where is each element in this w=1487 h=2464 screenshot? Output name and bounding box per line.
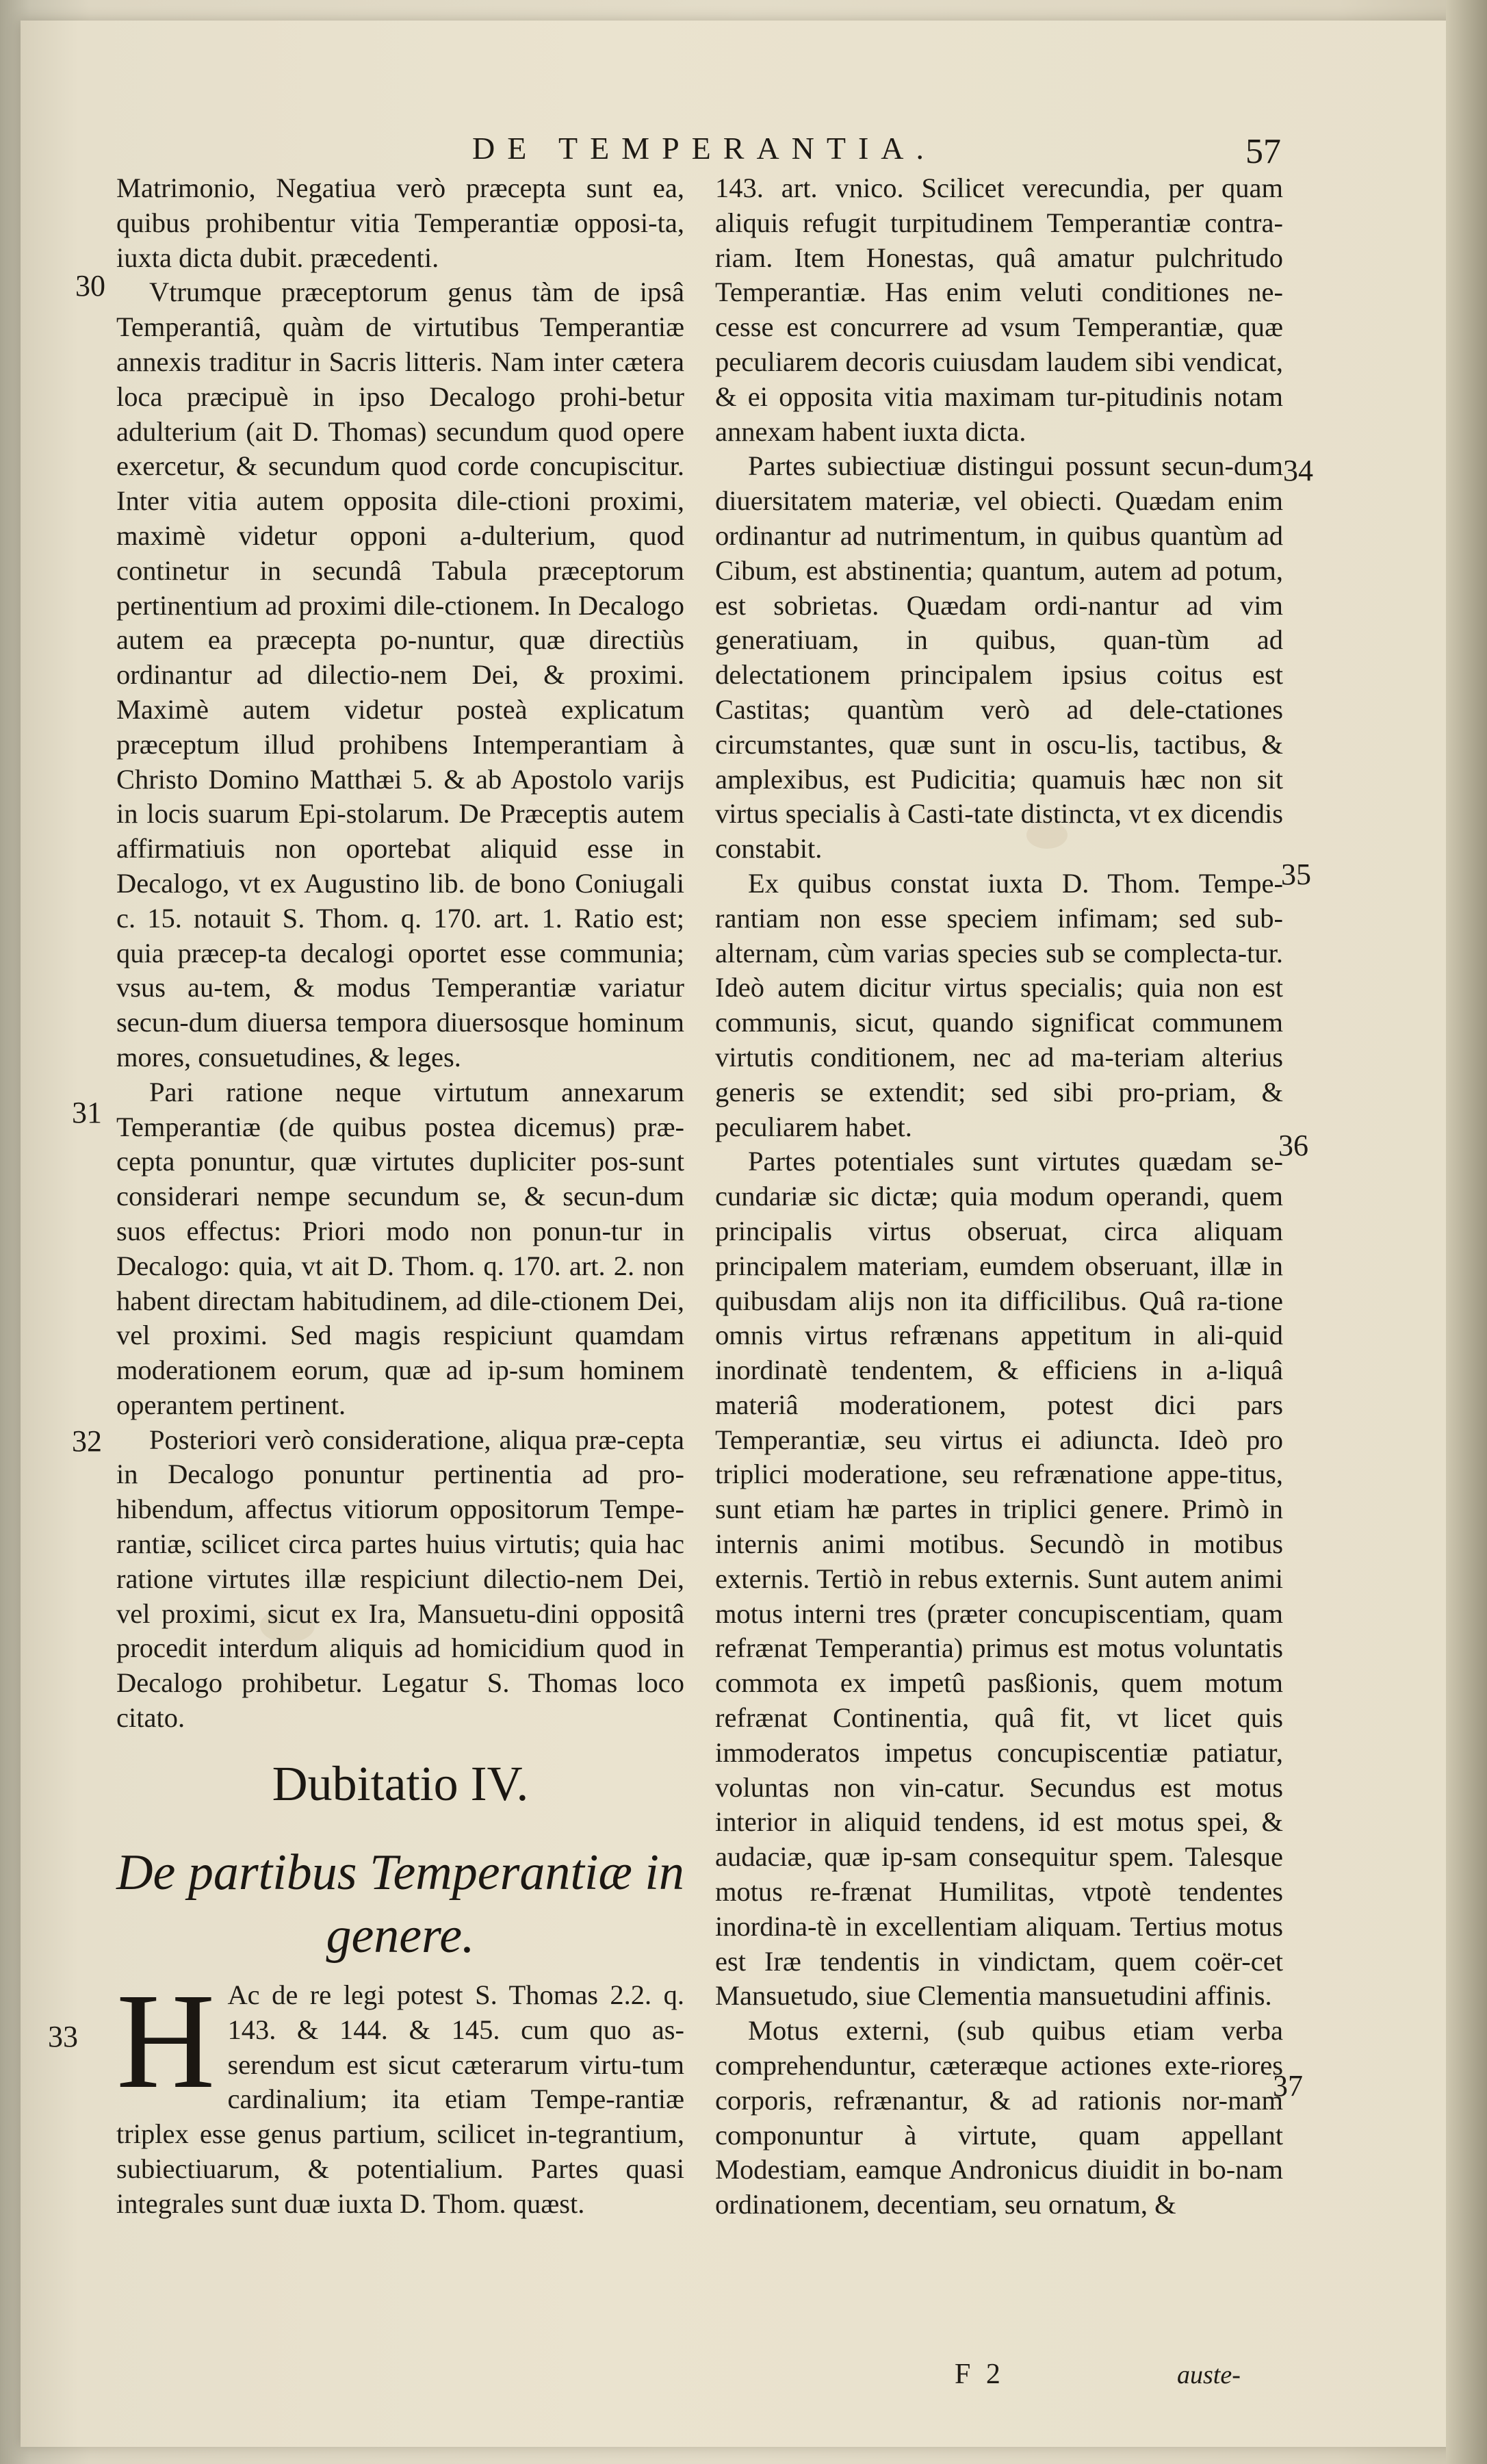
- paragraph: Matrimonio, Negatiua verò præcepta sunt ea, quibus prohibentur vitia Temperantiæ opposi-ta, iuxta dicta dubit. præcedenti.: [116, 172, 684, 273]
- marginal-number: 33: [48, 2020, 78, 2053]
- paragraph: Posteriori verò consideratione, aliqua præ-cepta in Decalogo ponuntur pertinentia ad pro-hibendum, affectus vitiorum oppositorum Tempe-rantiæ, scilicet circa partes huius virtutis; quia hac ratione virtutes illæ respiciunt dilectio-nem Dei, vel proximi, sicut ex Ira, Mansuetu-dini oppositâ procedit interdum aliquis ad homicidium quod in Decalogo prohibetur. Legatur S. Thomas loco citato.: [116, 1424, 684, 1734]
- paragraph: Ex quibus constat iuxta D. Thom. Tempe-rantiam non esse speciem infimam; sed sub-alternam, cùm varias species sub se complecta-tur. Ideò autem dicitur virtus specialis; quia non est communis, sicut, quando significat communem virtutis conditionem, nec ad ma-teriam alterius generis se extendit; sed sibi pro-priam, & peculiarem habet.: [715, 867, 1283, 1142]
- paragraph: Ac de re legi potest S. Thomas 2.2. q. 143. & 144. & 145. cum quo as-serendum est sicut cæterarum virtu-tum cardinalium; ita etiam Tempe-rantiæ triplex esse genus partium, scilicet in-tegrantium, subiectiuarum, & potentialium. Partes quasi integrales sunt duæ iuxta D. Thom. quæst.: [116, 1979, 684, 2219]
- paragraph: 143. art. vnico. Scilicet verecundia, per quam aliquis refugit turpitudinem Temperantiæ contra-riam. Item Honestas, quâ amatur pulchritudo Temperantiæ. Has enim veluti conditiones ne-cesse est concurrere ad vsum Temperantiæ, quæ peculiarem decoris cuiusdam laudem sibi vendicat, & ei opposita vitia maximam tur-pitudinis notam annexam habent iuxta dicta.: [715, 172, 1283, 447]
- marginal-number: 37: [1273, 2069, 1303, 2103]
- right-column: [715, 171, 1283, 2222]
- marginal-number: 36: [1278, 1129, 1308, 1162]
- section-heading: Dubitatio IV.: [272, 1756, 529, 1811]
- marginal-number: 35: [1281, 858, 1311, 891]
- page-number: 57: [1245, 132, 1281, 171]
- signature-mark: F 2: [955, 2359, 1005, 2390]
- paragraph: Motus externi, (sub quibus etiam verba comprehenduntur, cæteræque actiones exte-riores corporis, refrænantur, & ad rationis nor-mam componuntur à virtute, quam appellant Modestiam, eamque Andronicus diuidit in bo-nam ordinationem, decentiam, seu ornatum, &: [715, 2015, 1283, 2220]
- catchword: auste-: [1177, 2361, 1241, 2389]
- opening-paragraph: [116, 1966, 684, 2222]
- paragraph: Vtrumque præceptorum genus tàm de ipsâ Temperantiâ, quàm de virtutibus Temperantiæ annexis traditur in Sacris litteris. Nam inter cætera loca præcipuè in ipso Decalogo prohi-betur adulterium (ait D. Thomas) secundum quod opere exercetur, & secundum quod corde concupiscitur. Inter vitia autem opposita dile-ctioni proximi, maximè videtur opponi a-dulterium, quod continetur in secundâ Tabula præceptorum pertinentium ad proximi dile-ctionem. In Decalogo autem ea præcepta po-nuntur, quæ directiùs ordinantur ad dilectio-nem Dei, & proximi. Maximè autem videtur posteà explicatum præceptum illud prohibens Intemperantiam à Christo Domino Matthæi 5. & ab Apostolo varijs in locis suarum Epi-stolarum. De Præceptis autem affirmatiuis non oportebat aliquid esse in Decalogo, vt ex Augustino lib. de bono Coniugali c. 15. notauit S. Thom. q. 170. art. 1. Ratio est; quia præcep-ta decalogi oportet esse communia; vsus au-tem, & modus Temperantiæ variatur secun-dum diuersa tempora diuersosque hominum mores, consuetudines, & leges.: [116, 277, 684, 1073]
- paragraph: Pari ratione neque virtutum annexarum Temperantiæ (de quibus postea dicemus) præ-cepta ponuntur, quæ virtutes dupliciter pos-sunt considerari nempe secundum se, & secun-dum suos effectus: Priori modo non ponun-tur in Decalogo: quia, vt ait D. Thom. q. 170. art. 2. non habent directam habitudinem, ad dile-ctionem Dei, vel proximi. Sed magis respiciunt quamdam moderationem eorum, quæ ad ip-sum hominem operantem pertinent.: [116, 1076, 684, 1420]
- marginal-number: 30: [75, 269, 105, 303]
- page-header: [0, 130, 1487, 171]
- page-edge: [1446, 0, 1487, 2464]
- section-subheading: De partibus Temperantiæ in genere.: [116, 1845, 684, 1964]
- running-title: DE TEMPERANTIA.: [472, 131, 937, 166]
- paragraph: Partes subiectiuæ distingui possunt secun-dum diuersitatem materiæ, vel obiecti. Quædam enim ordinantur ad nutrimentum, in quibus quantùm ad Cibum, est abstinentia; quantum, autem ad potum, est sobrietas. Quædam ordi-nantur ad vim generatiuam, in quibus, quan-tùm ad delectationem principalem ipsius coitus est Castitas; quantùm verò ad dele-ctationes circumstantes, quæ sunt in oscu-lis, tactibus, & amplexibus, est Pudicitia; quamuis hæc non sit virtus specialis à Casti-tate distincta, vt ex dicendis constabit.: [715, 450, 1283, 864]
- marginal-number: 31: [72, 1096, 102, 1129]
- marginal-number: 34: [1283, 454, 1313, 487]
- drop-cap: H: [116, 1966, 216, 2117]
- left-column: [116, 171, 684, 1736]
- paragraph: Partes potentiales sunt virtutes quædam se-cundariæ sic dictæ; quia modum operandi, quem principalis virtus obseruat, circa aliquam principalem materiam, eumdem obseruant, illæ in quibusdam alijs non ita difficilibus. Quâ ra-tione omnis virtus refrænans appetitum in ali-quid inordinatè tendentem, & efficiens in a-liquâ materiâ moderationem, potest dici pars Temperantiæ, seu virtus ei adiuncta. Ideò pro triplici moderatione, seu refrænatione appe-titus, sunt etiam hæ partes in triplici genere. Primò in internis animi motibus. Secundò in motibus externis. Tertiò in rebus externis. Sunt autem animi motus interni tres (præter concupiscentiam, quam refrænat Temperantia) primus est motus voluntatis commota ex impetû pasßionis, quem motum refrænat Continentia, quâ fit, vt licet quis immoderatos impetus concupiscentiæ patiatur, voluntas non vin-catur. Secundus est motus interior in aliquid tendens, id est motus spei, & audaciæ, quæ ip-sam consequitur spem. Talesque motus re-frænat Humilitas, vtpotè tendentes inordina-tè in excellentiam aliquam. Tertius motus est Iræ tendentis in vindictam, quem coër-cet Mansuetudo, siue Clementia mansuetudini affinis.: [715, 1146, 1283, 2012]
- marginal-number: 32: [72, 1424, 102, 1458]
